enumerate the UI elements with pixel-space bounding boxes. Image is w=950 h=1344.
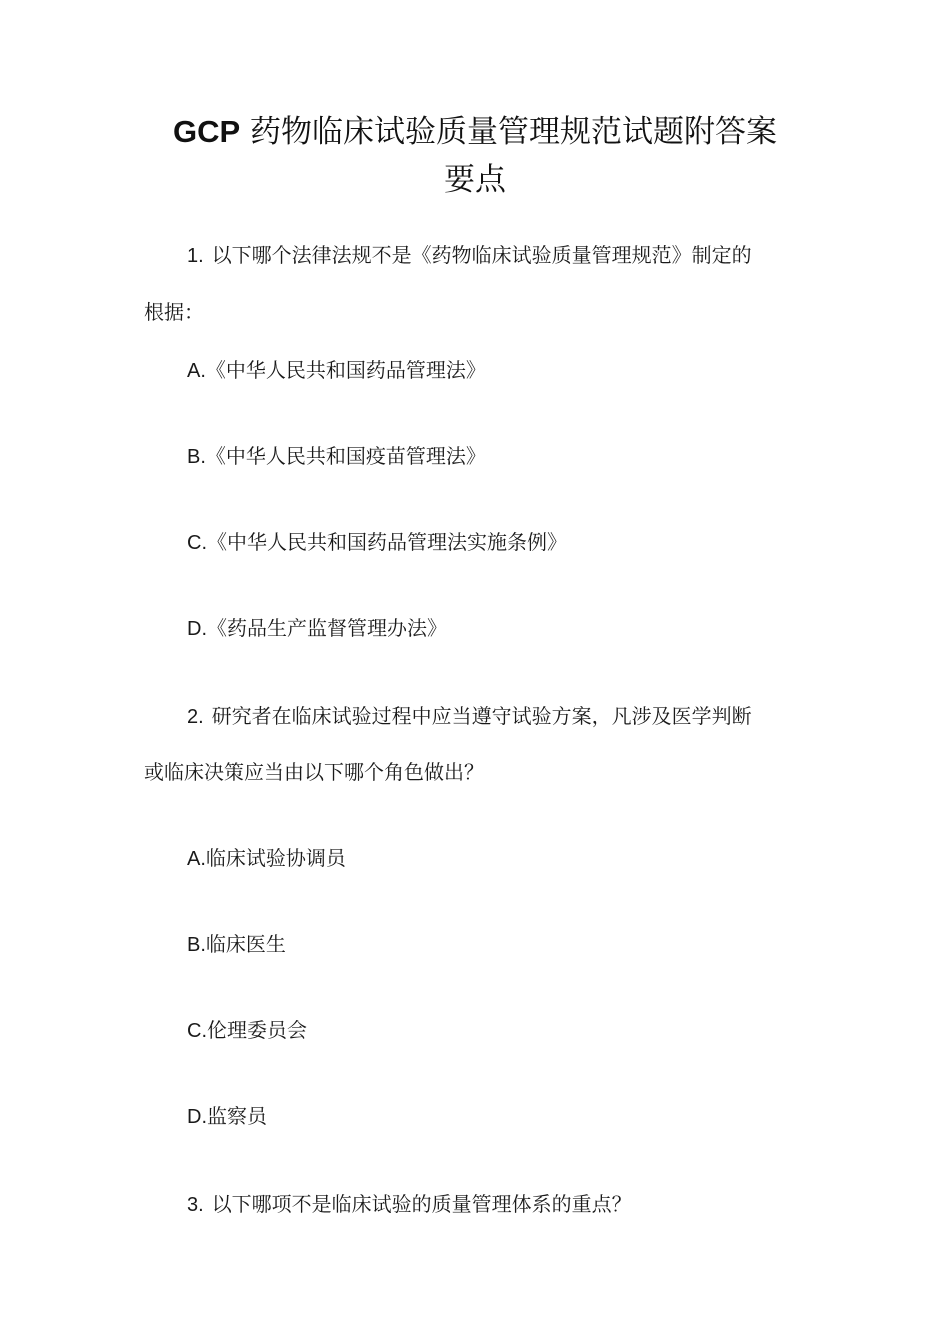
option-text: 《药品生产监督管理办法》 bbox=[207, 616, 447, 640]
question-1-line2: 根据： bbox=[144, 300, 204, 324]
option-letter: A. bbox=[187, 360, 206, 382]
question-2-option-c bbox=[187, 1016, 307, 1045]
option-text: 《中华人民共和国药品管理法实施条例》 bbox=[207, 530, 567, 554]
option-letter: D. bbox=[187, 1106, 207, 1128]
title-cjk: 药物临床试验质量管理规范试题附答案 bbox=[240, 114, 778, 150]
question-1-option-b bbox=[187, 442, 486, 471]
question-2-line1 bbox=[187, 702, 752, 731]
option-letter: B. bbox=[187, 934, 206, 956]
document-title bbox=[140, 108, 810, 204]
title-latin: GCP bbox=[172, 114, 241, 149]
option-letter: A. bbox=[187, 848, 206, 870]
option-text: 《中华人民共和国药品管理法》 bbox=[205, 358, 486, 382]
question-text: 以下哪项不是临床试验的质量管理体系的重点？ bbox=[211, 1192, 632, 1216]
question-3-line1 bbox=[187, 1190, 632, 1219]
title-line2: 要点 bbox=[444, 162, 506, 198]
question-2-option-a bbox=[187, 844, 346, 873]
question-2-line2: 或临床决策应当由以下哪个角色做出？ bbox=[144, 760, 484, 784]
option-letter: D. bbox=[187, 618, 207, 640]
question-number: 2. bbox=[187, 706, 204, 728]
question-2-option-b bbox=[187, 930, 286, 959]
question-text: 以下哪个法律法规不是《药物临床试验质量管理规范》制定的 bbox=[211, 243, 752, 267]
question-1-line1 bbox=[187, 241, 752, 270]
question-1-option-c bbox=[187, 528, 567, 557]
question-text: 研究者在临床试验过程中应当遵守试验方案，凡涉及医学判断 bbox=[211, 704, 752, 728]
question-2-option-d bbox=[187, 1102, 267, 1131]
question-number: 3. bbox=[187, 1194, 204, 1216]
option-text: 临床试验协调员 bbox=[205, 846, 346, 870]
option-text: 临床医生 bbox=[205, 932, 286, 956]
option-letter: C. bbox=[187, 532, 207, 554]
option-letter: C. bbox=[187, 1020, 207, 1042]
option-text: 监察员 bbox=[207, 1104, 267, 1128]
question-1-option-a bbox=[187, 356, 486, 385]
question-1-option-d bbox=[187, 614, 447, 643]
option-text: 《中华人民共和国疫苗管理法》 bbox=[205, 444, 486, 468]
option-letter: B. bbox=[187, 446, 206, 468]
option-text: 伦理委员会 bbox=[207, 1018, 307, 1042]
question-number: 1. bbox=[187, 245, 204, 267]
